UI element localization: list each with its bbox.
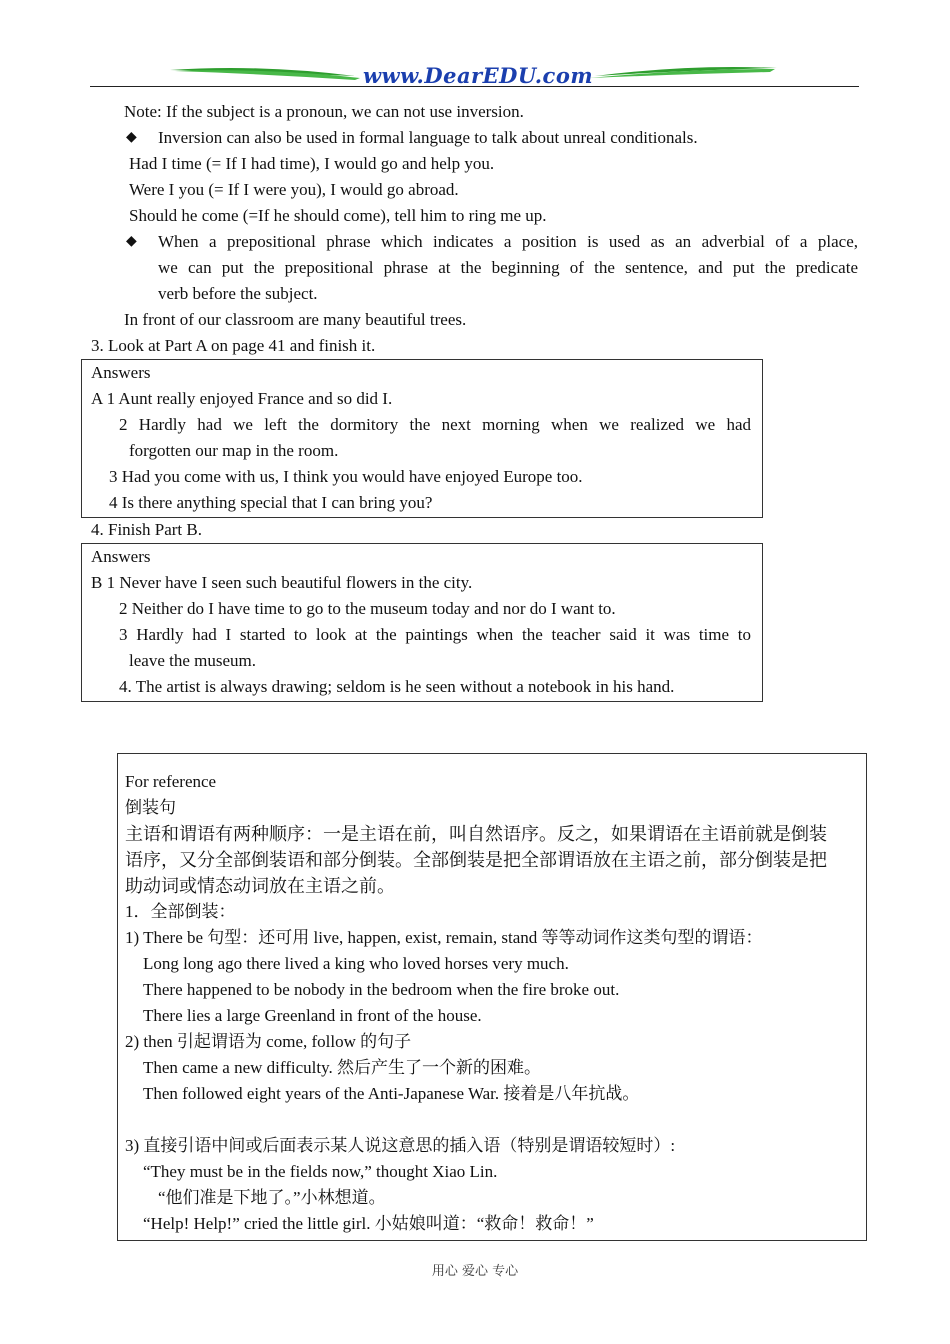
answer-line: B 1 Never have I seen such beautiful flowers in the city.: [91, 573, 473, 592]
example-line: “Help! Help!” cried the little girl. 小姑娘叫道：“救命！救命！”: [143, 1214, 594, 1233]
bullet-text: verb before the subject.: [158, 284, 318, 303]
answer-line: 3 Hardly had I started to look at the paintings when the teacher said it was time to: [119, 625, 751, 644]
answer-line: A 1 Aunt really enjoyed France and so did I.: [91, 389, 393, 408]
answers-heading: Answers: [91, 363, 151, 382]
example-line: Then followed eight years of the Anti-Japanese War. 接着是八年抗战。: [143, 1084, 640, 1103]
diamond-bullet-icon: ◆: [126, 234, 137, 249]
example-line: Long long ago there lived a king who loved horses very much.: [143, 954, 569, 973]
diamond-bullet-icon: ◆: [126, 130, 137, 145]
answer-line: 4 Is there anything special that I can bring you?: [109, 493, 433, 512]
step-heading: 3. Look at Part A on page 41 and finish it.: [91, 336, 376, 355]
step-heading: 4. Finish Part B.: [91, 520, 202, 539]
bullet-text: Inversion can also be used in formal language to talk about unreal conditionals.: [158, 128, 698, 147]
example-line: Then came a new difficulty. 然后产生了一个新的困难。: [143, 1058, 542, 1077]
example-line: There lies a large Greenland in front of the house.: [143, 1006, 482, 1025]
example-line: Were I you (= If I were you), I would go abroad.: [129, 180, 459, 199]
answer-line: 2 Hardly had we left the dormitory the next morning when we realized we had: [119, 415, 751, 434]
reference-paragraph: 语序，又分全部倒装语和部分倒装。全部倒装是把全部谓语放在主语之前，部分倒装是把: [125, 850, 827, 870]
reference-paragraph: 助动词或情态动词放在主语之前。: [125, 876, 395, 896]
example-line: Should he come (=If he should come), tell him to ring me up.: [129, 206, 547, 225]
logo-text: www.DearEDU.com: [362, 63, 594, 88]
answer-line: forgotten our map in the room.: [129, 441, 339, 460]
bullet-text: we can put the prepositional phrase at the beginning of the sentence, and put the predicate: [158, 258, 858, 277]
rule-line: 3) 直接引语中间或后面表示某人说这意思的插入语（特别是谓语较短时）:: [125, 1136, 676, 1155]
answer-line: 2 Neither do I have time to go to the museum today and nor do I want to.: [119, 599, 616, 618]
reference-paragraph: 主语和谓语有两种顺序：一是主语在前，叫自然语序。反之，如果谓语在主语前就是倒装: [125, 824, 827, 844]
answers-heading: Answers: [91, 547, 151, 566]
page-footer: 用心 爱心 专心: [431, 1264, 519, 1279]
example-line: In front of our classroom are many beautiful trees.: [124, 310, 467, 329]
example-line: “They must be in the fields now,” thought Xiao Lin.: [143, 1162, 498, 1181]
example-line: There happened to be nobody in the bedroom when the fire broke out.: [143, 980, 620, 999]
note-line: Note: If the subject is a pronoun, we can not use inversion.: [124, 102, 524, 121]
section-heading: 1．全部倒装：: [125, 902, 236, 921]
answer-line: 3 Had you come with us, I think you would have enjoyed Europe too.: [109, 467, 583, 486]
example-line: “他们准是下地了。”小林想道。: [158, 1188, 386, 1207]
reference-title: 倒装句: [125, 798, 176, 817]
answer-line: leave the museum.: [129, 651, 256, 670]
reference-heading: For reference: [125, 772, 217, 791]
header-rule: [90, 86, 859, 87]
example-line: Had I time (= If I had time), I would go and help you.: [129, 154, 495, 173]
answer-line: 4. The artist is always drawing; seldom is he seen without a notebook in his hand.: [119, 677, 675, 696]
rule-line: 1) There be 句型：还可用 live, happen, exist, remain, stand 等等动词作这类句型的谓语：: [125, 928, 763, 947]
bullet-text: When a prepositional phrase which indicates a position is used as an adverbial of a place,: [158, 232, 858, 251]
rule-line: 2) then 引起谓语为 come, follow 的句子: [125, 1032, 412, 1051]
